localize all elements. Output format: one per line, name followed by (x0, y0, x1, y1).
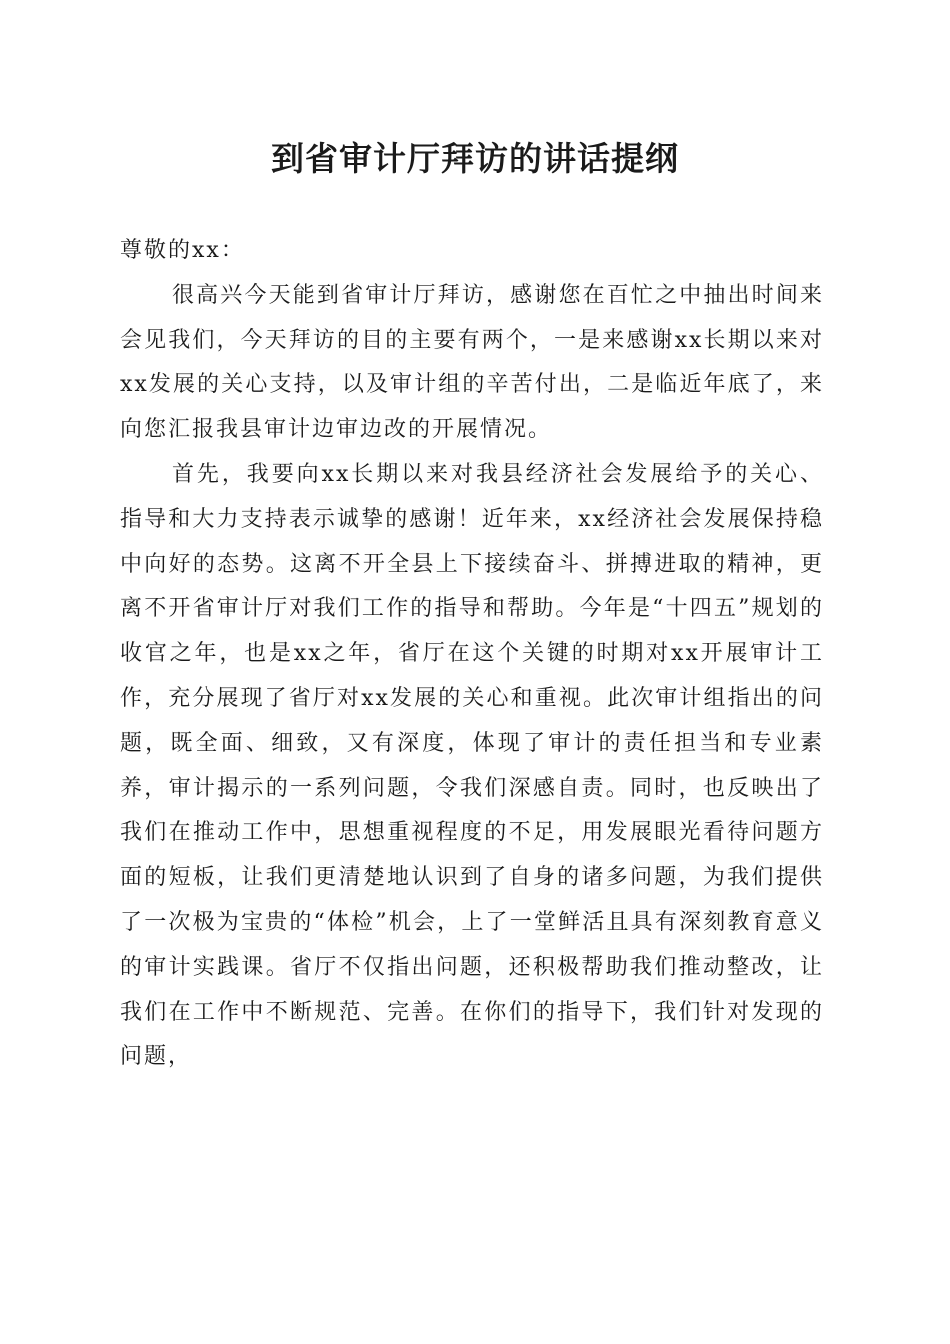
salutation: 尊敬的xx： (120, 238, 245, 263)
paragraph-thanks: 首先，我要向xx长期以来对我县经济社会发展给予的关心、指导和大力支持表示诚挚的感谢！近年来，xx经济社会发展保持稳中向好的态势。这离不开全县上下接续奋斗、拼搏进取的精神，更离不开省审计厅对我们工作的指导和帮助。今年是“十四五”规划的收官之年，也是xx之年，省厅在这个关键的时期对xx开展审计工作，充分展现了省厅对xx发展的关心和重视。此次审计组指出的问题，既全面、细致，又有深度，体现了审计的责任担当和专业素养，审计揭示的一系列问题，令我们深感自责。同时，也反映出了我们在推动工作中，思想重视程度的不足，用发展眼光看待问题方面的短板，让我们更清楚地认识到了自身的诸多问题，为我们提供了一次极为宝贵的“体检”机会，上了一堂鲜活且具有深刻教育意义的审计实践课。省厅不仅指出问题，还积极帮助我们推动整改，让我们在工作中不断规范、完善。在你们的指导下，我们针对发现的问题， (120, 461, 824, 1070)
document-body (120, 229, 824, 1080)
paragraph-intro: 很高兴今天能到省审计厅拜访，感谢您在百忙之中抽出时间来会见我们，今天拜访的目的主要有两个，一是来感谢xx长期以来对xx发展的关心支持，以及审计组的辛苦付出，二是临近年底了，来向您汇报我县审计边审边改的开展情况。 (120, 282, 824, 443)
document-title: 到省审计厅拜访的讲话提纲 (271, 139, 679, 178)
